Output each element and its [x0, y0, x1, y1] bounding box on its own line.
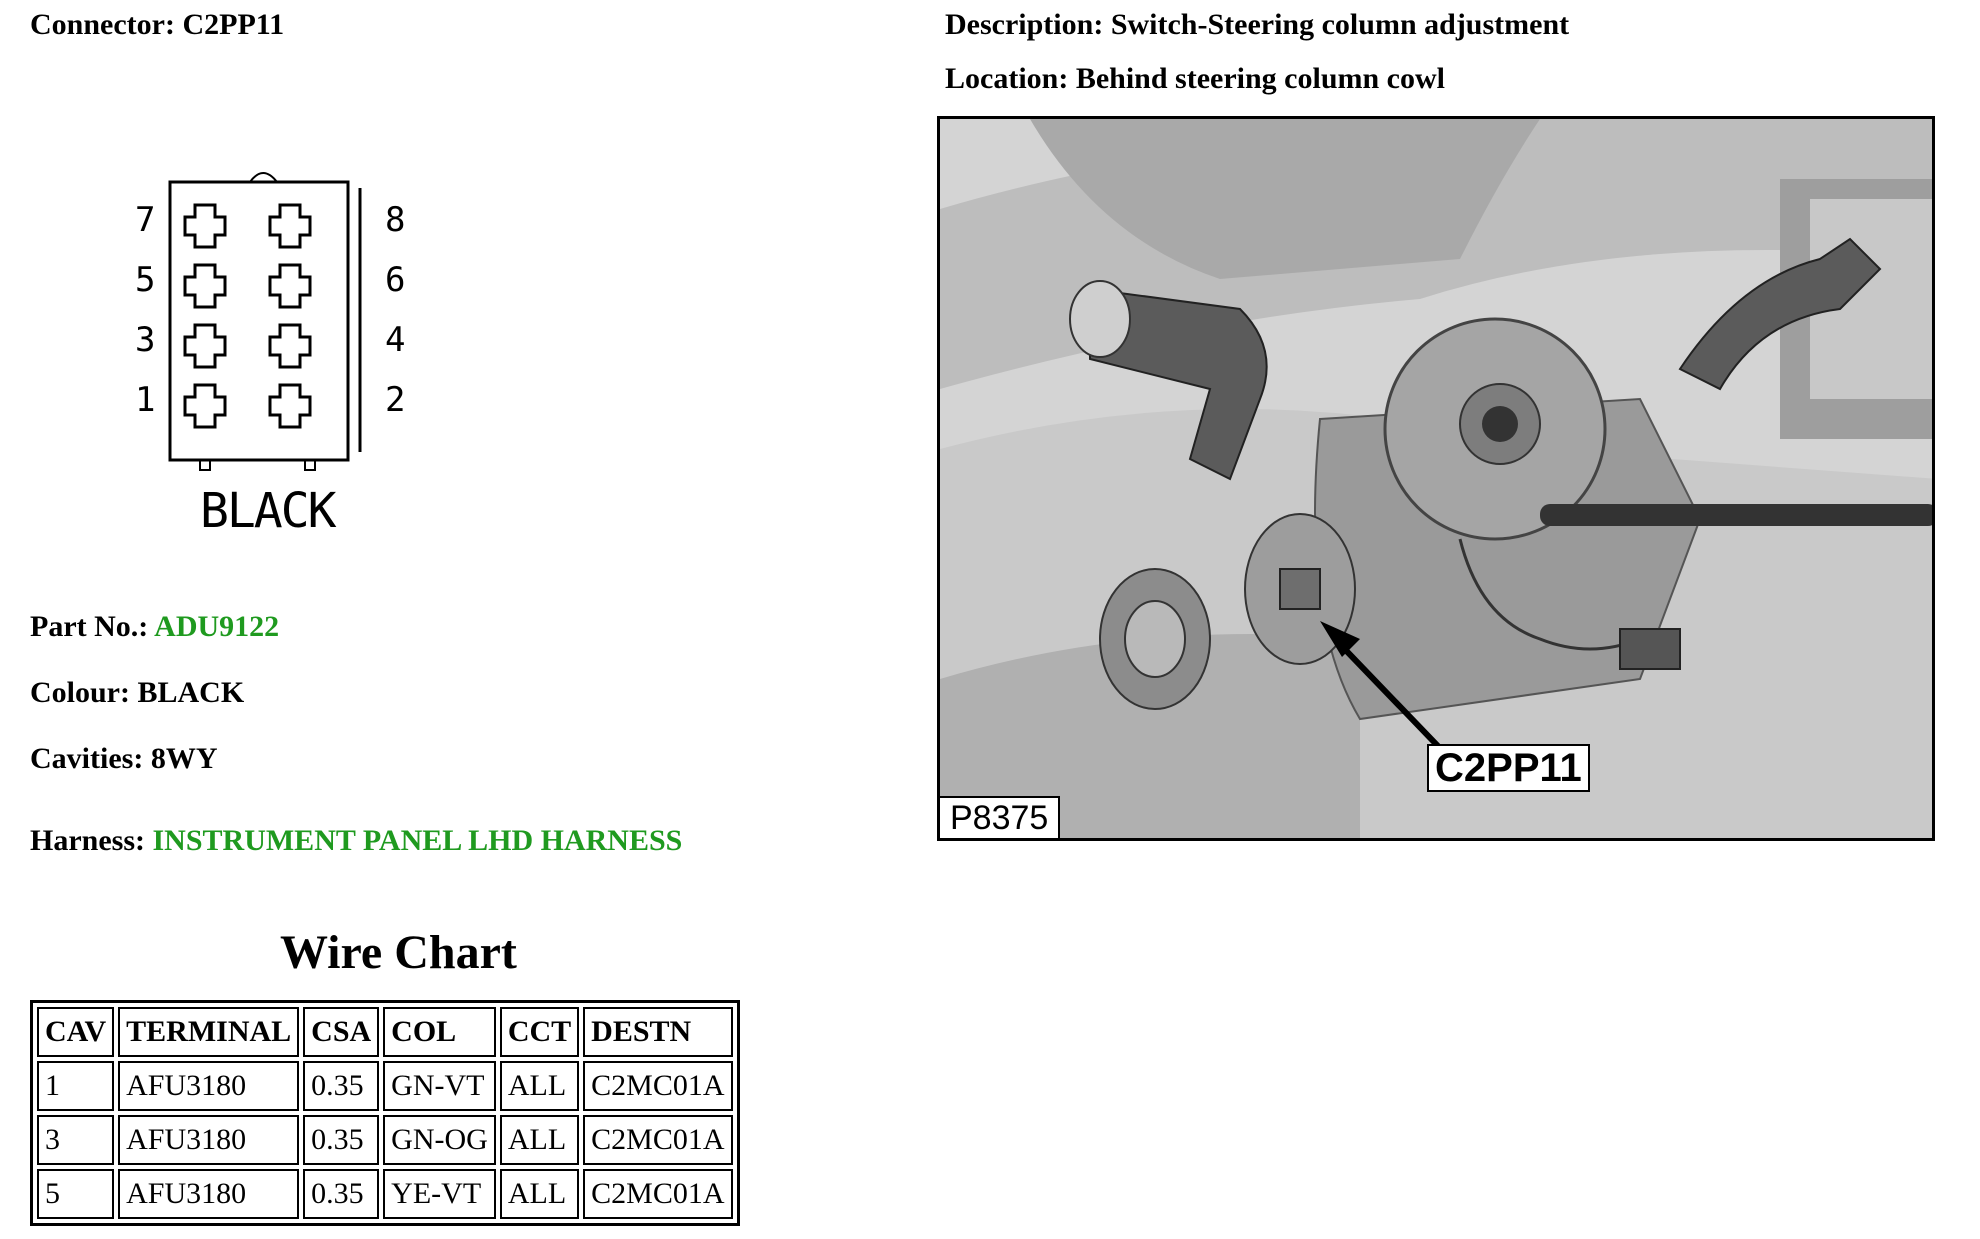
wire-chart-table [30, 1000, 740, 1226]
part-no-label: Part No.: [30, 610, 149, 643]
cavities-label: Cavities: [30, 742, 144, 775]
cavities-value: 8WY [150, 742, 218, 775]
table-cell: ALL [500, 1061, 579, 1111]
pin-label: 6 [385, 260, 406, 300]
connector-label: Connector: [30, 8, 175, 41]
harness-link[interactable]: INSTRUMENT PANEL LHD HARNESS [152, 824, 683, 857]
colour-field [30, 676, 244, 710]
connector-callout: C2PP11 [1427, 744, 1590, 792]
table-cell: GN-VT [383, 1061, 496, 1111]
steering-column-illustration [940, 119, 1935, 841]
part-no-link[interactable]: ADU9122 [154, 610, 280, 643]
table-cell: 0.35 [303, 1115, 379, 1165]
table-cell: ALL [500, 1169, 579, 1219]
table-row [37, 1061, 733, 1111]
table-cell: 0.35 [303, 1169, 379, 1219]
connector-value: C2PP11 [182, 8, 285, 41]
location-value: Behind steering column cowl [1075, 62, 1445, 95]
table-cell: C2MC01A [583, 1115, 732, 1165]
column-header: CAV [37, 1007, 114, 1057]
table-cell: 3 [37, 1115, 114, 1165]
pin-label: 3 [135, 320, 156, 360]
pin-label: 4 [385, 320, 406, 360]
table-cell: 1 [37, 1061, 114, 1111]
description-label: Description: [945, 8, 1104, 41]
table-cell: AFU3180 [118, 1115, 299, 1165]
table-cell: GN-OG [383, 1115, 496, 1165]
connector-field [30, 8, 284, 42]
table-header-row [37, 1007, 733, 1057]
figure-id: P8375 [940, 796, 1060, 838]
table-cell: YE-VT [383, 1169, 496, 1219]
column-header: TERMINAL [118, 1007, 299, 1057]
column-header: DESTN [583, 1007, 732, 1057]
description-value: Switch-Steering column adjustment [1110, 8, 1570, 41]
table-cell: C2MC01A [583, 1169, 732, 1219]
column-header: COL [383, 1007, 496, 1057]
column-header: CSA [303, 1007, 379, 1057]
harness-field [30, 824, 682, 858]
table-cell: C2MC01A [583, 1061, 732, 1111]
description-field [945, 8, 1569, 42]
pin-label: 8 [385, 200, 406, 240]
table-cell: AFU3180 [118, 1169, 299, 1219]
table-row [37, 1169, 733, 1219]
colour-value: BLACK [137, 676, 245, 709]
table-cell: 5 [37, 1169, 114, 1219]
connector-colour-caption: BLACK [200, 483, 335, 539]
colour-label: Colour: [30, 676, 130, 709]
part-no-field [30, 610, 279, 644]
table-cell: ALL [500, 1115, 579, 1165]
table-row [37, 1115, 733, 1165]
pin-label: 5 [135, 260, 156, 300]
table-cell: 0.35 [303, 1061, 379, 1111]
column-header: CCT [500, 1007, 579, 1057]
pin-label: 1 [135, 380, 156, 420]
pin-label: 2 [385, 380, 406, 420]
wire-chart-title: Wire Chart [280, 926, 517, 979]
location-illustration [937, 116, 1935, 841]
table-cell: AFU3180 [118, 1061, 299, 1111]
harness-label: Harness: [30, 824, 145, 857]
cavities-field [30, 742, 217, 776]
location-field [945, 62, 1445, 96]
pin-label: 7 [135, 200, 156, 240]
location-label: Location: [945, 62, 1069, 95]
